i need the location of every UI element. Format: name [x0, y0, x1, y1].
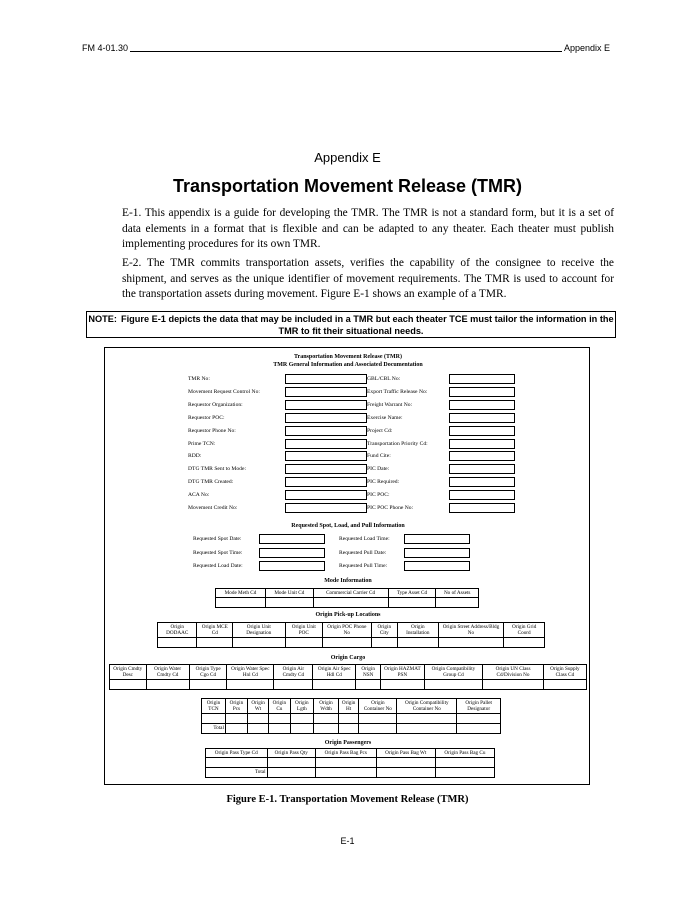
- dims-table-cell[interactable]: [397, 724, 457, 734]
- passengers-table-header-row: [206, 749, 495, 758]
- passengers-table-col-0: Origin Pass Type Cd: [206, 749, 268, 758]
- spot-left-1-field[interactable]: [259, 548, 325, 558]
- general-left-8-label: DTG TMR Created:: [188, 479, 234, 486]
- form-title: Transportation Movement Release (TMR): [293, 354, 403, 360]
- mode-table-cell[interactable]: [266, 598, 314, 608]
- cargo-table-col-9: Origin UN Class Cd/Division No: [483, 665, 543, 680]
- passengers-table-cell[interactable]: [206, 758, 268, 768]
- dims-table-col-7: Origin Container No: [359, 699, 397, 714]
- spot-left-0-field[interactable]: [259, 534, 325, 544]
- passengers-table-cell[interactable]: [376, 768, 435, 778]
- passengers-table-col-2: Origin Pass Bag Pcs: [315, 749, 376, 758]
- general-right-10-field[interactable]: [449, 503, 515, 513]
- pax-section-title: Origin Passengers: [324, 740, 372, 746]
- dims-table-cell[interactable]: [457, 714, 501, 724]
- cargo-table-cell[interactable]: [110, 680, 147, 690]
- dims-table-col-0: Origin TCN: [202, 699, 226, 714]
- dims-table-cell[interactable]: [247, 724, 268, 734]
- spot-right-0-field[interactable]: [404, 534, 470, 544]
- pickup-table-col-7: Origin Street Address/Bldg No: [438, 623, 504, 638]
- spot-left-2-field[interactable]: [259, 561, 325, 571]
- general-left-0-label: TMR No:: [188, 376, 210, 382]
- general-left-2-field[interactable]: [285, 400, 367, 410]
- general-right-1-label: Export Traffic Release No:: [367, 388, 428, 395]
- general-right-6-label: Fund Cite:: [367, 453, 391, 460]
- dims-table-header-row: [202, 699, 501, 714]
- general-left-3-field[interactable]: [285, 413, 367, 423]
- dims-table-cell[interactable]: [247, 714, 268, 724]
- general-right-6-field[interactable]: [449, 451, 515, 461]
- dims-table-col-9: Origin Pallet Designator: [457, 699, 501, 714]
- cargo-table-cell[interactable]: [424, 680, 483, 690]
- spot-left-2-label: Requested Load Date:: [193, 563, 243, 569]
- dims-table-cell[interactable]: [269, 714, 290, 724]
- general-right-5-field[interactable]: [449, 439, 515, 449]
- dims-table-cell[interactable]: [225, 714, 247, 724]
- dims-table-cell[interactable]: [314, 724, 339, 734]
- passengers-table-cell[interactable]: [267, 768, 315, 778]
- pickup-table-cell[interactable]: [285, 638, 323, 648]
- general-left-1-label: Movement Request Control No:: [188, 388, 260, 395]
- spot-right-2-label: Requested Pull Time:: [339, 563, 388, 569]
- dims-table-col-2: Origin Wt: [247, 699, 268, 714]
- spot-right-2-field[interactable]: [404, 561, 470, 571]
- passengers-table-cell[interactable]: [315, 758, 376, 768]
- page-number: E-1: [340, 836, 355, 846]
- figure-caption: Figure E-1. Transportation Movement Release (TMR): [226, 794, 469, 805]
- passengers-table-cell[interactable]: [315, 768, 376, 778]
- header-doc-id: FM 4-01.30: [82, 43, 129, 53]
- pickup-table-col-5: Origin City: [371, 623, 397, 638]
- general-right-1-field[interactable]: [449, 387, 515, 397]
- pickup-table-col-2: Origin Unit Designation: [233, 623, 285, 638]
- cargo-table: [109, 664, 587, 690]
- mode-table-col-0: Mode Meth Cd: [216, 589, 266, 598]
- pickup-table-cell[interactable]: [233, 638, 285, 648]
- cargo-table-col-3: Origin Water Spec Hnl Cd: [227, 665, 274, 680]
- cargo-table-cell[interactable]: [227, 680, 274, 690]
- dims-table-col-1: Origin Pcs: [225, 699, 247, 714]
- paragraph-e2: E-2. The TMR commits transportation assets, verifies the capability of the consignee to receive the shipment, and serves as the unique identifier of movement requirements. The TMR is used to account for the transportation assets during movement. Figure E-1 shows an example of a TMR.: [122, 257, 614, 300]
- paragraph-e1: E-1. This appendix is a guide for developing the TMR. The TMR is not a standard form, but it is a set of data elements in a format that is flexible and can be adapted to any theater. Each theater must publish implementing procedures for its own TMR.: [122, 207, 614, 250]
- dims-table-cell[interactable]: [269, 724, 290, 734]
- dims-table-row-0: [202, 714, 501, 724]
- cargo-table-cell[interactable]: [356, 680, 381, 690]
- cargo-table-col-8: Origin Compatibility Group Cd: [424, 665, 483, 680]
- general-left-9-field[interactable]: [285, 490, 367, 500]
- mode-table-header-row: [216, 589, 479, 598]
- header-rule: [130, 51, 562, 52]
- pickup-table-cell[interactable]: [397, 638, 438, 648]
- dims-table-cell[interactable]: [225, 724, 247, 734]
- general-right-4-field[interactable]: [449, 426, 515, 436]
- general-right-0-label: GBL/CBL No:: [367, 376, 401, 382]
- cargo-table-cell[interactable]: [274, 680, 313, 690]
- pickup-table-cell[interactable]: [438, 638, 504, 648]
- general-right-2-field[interactable]: [449, 400, 515, 410]
- general-right-9-field[interactable]: [449, 490, 515, 500]
- dims-table-cell[interactable]: [314, 714, 339, 724]
- general-left-9-label: ACA No:: [188, 492, 210, 499]
- dims-table-col-3: Origin Cu: [269, 699, 290, 714]
- cargo-table-col-10: Origin Supply Class Cd: [543, 665, 586, 680]
- mode-table-cell[interactable]: [388, 598, 436, 608]
- passengers-table: [205, 748, 495, 778]
- pickup-table-col-0: Origin DODAAC: [158, 623, 197, 638]
- general-right-7-label: PIC Date:: [367, 466, 390, 473]
- pickup-table-cell[interactable]: [371, 638, 397, 648]
- mode-section-title: Mode Information: [324, 578, 372, 584]
- pickup-table-header-row: [158, 623, 545, 638]
- general-right-9-label: PIC POC:: [367, 492, 390, 499]
- mode-table-cell[interactable]: [313, 598, 388, 608]
- mode-table: [215, 588, 479, 608]
- mode-table-row-0: [216, 598, 479, 608]
- general-right-8-field[interactable]: [449, 477, 515, 487]
- mode-table-col-2: Commercial Carrier Cd: [313, 589, 388, 598]
- form-subtitle: TMR General Information and Associated Documentation: [273, 362, 423, 368]
- passengers-table-row-0: [206, 758, 495, 768]
- page-title: Transportation Movement Release (TMR): [172, 176, 523, 196]
- dims-table-total-label: Total: [202, 724, 226, 734]
- general-left-8-field[interactable]: [285, 477, 367, 487]
- pickup-table-col-8: Origin Grid Coord: [504, 623, 545, 638]
- cargo-table-col-4: Origin Air Cmdty Cd: [274, 665, 313, 680]
- cargo-table-header-row: [110, 665, 587, 680]
- passengers-table-row-1: [206, 768, 495, 778]
- general-left-10-label: Movement Credit No:: [188, 505, 238, 511]
- dims-table-cell[interactable]: [290, 724, 314, 734]
- spot-right-1-field[interactable]: [404, 548, 470, 558]
- general-left-1-field[interactable]: [285, 387, 367, 397]
- dims-table-cell[interactable]: [290, 714, 314, 724]
- dims-table-cell[interactable]: [338, 714, 359, 724]
- cargo-table-cell[interactable]: [189, 680, 227, 690]
- general-right-5-label: Transportation Priority Cd:: [367, 440, 428, 447]
- mode-table-col-4: No of Assets: [436, 589, 479, 598]
- dims-table-cell[interactable]: [359, 714, 397, 724]
- dims-table-cell[interactable]: [397, 714, 457, 724]
- cargo-section-title: Origin Cargo: [330, 655, 366, 661]
- pickup-table: [157, 622, 545, 648]
- pickup-section-title: Origin Pick-up Locations: [315, 612, 381, 618]
- dims-table-col-6: Origin Ht: [338, 699, 359, 714]
- cargo-table-row-0: [110, 680, 587, 690]
- mode-table-col-1: Mode Unit Cd: [266, 589, 314, 598]
- header-section: Appendix E: [564, 43, 611, 53]
- general-right-3-field[interactable]: [449, 413, 515, 423]
- cargo-table-col-5: Origin Air Spec Hdl Cd: [313, 665, 356, 680]
- pickup-table-row-0: [158, 638, 545, 648]
- spot-section-title: Requested Spot, Load, and Pull Information: [291, 523, 405, 529]
- note-text: Figure E-1 depicts the data that may be included in a TMR but each theater TCE must tailor the information in the TMR to fit their situational needs.: [120, 314, 614, 336]
- cargo-table-cell[interactable]: [313, 680, 356, 690]
- cargo-table-col-7: Origin HAZMAT PSN: [381, 665, 424, 680]
- passengers-table-cell[interactable]: [376, 758, 435, 768]
- cargo-table-col-0: Origin Cmdty Desc: [110, 665, 147, 680]
- dims-table-row-1: [202, 724, 501, 734]
- mode-table-col-3: Type Asset Cd: [388, 589, 436, 598]
- general-right-8-label: PIC Required:: [367, 479, 400, 486]
- pickup-table-col-1: Origin MCE Cd: [197, 623, 233, 638]
- general-right-4-label: Project Cd:: [367, 427, 393, 434]
- mode-table-cell[interactable]: [436, 598, 479, 608]
- passengers-table-col-4: Origin Pass Bag Cu: [435, 749, 494, 758]
- cargo-table-col-6: Origin NSN: [356, 665, 381, 680]
- cargo-table-cell[interactable]: [146, 680, 189, 690]
- general-right-7-field[interactable]: [449, 464, 515, 474]
- tmr-form-figure: [104, 347, 590, 785]
- cargo-table-cell[interactable]: [543, 680, 586, 690]
- general-left-10-field[interactable]: [285, 503, 367, 513]
- dims-table-col-4: Origin Lgth: [290, 699, 314, 714]
- dims-table-cell[interactable]: [457, 724, 501, 734]
- pickup-table-col-3: Origin Unit POC: [285, 623, 323, 638]
- passengers-table-col-1: Origin Pass Qty: [267, 749, 315, 758]
- general-left-4-label: Requestor Phone No:: [188, 427, 236, 434]
- spot-right-1-label: Requested Pull Date:: [339, 549, 387, 556]
- cargo-table-cell[interactable]: [381, 680, 424, 690]
- pickup-table-cell[interactable]: [323, 638, 372, 648]
- dims-table: [201, 698, 501, 734]
- passengers-table-col-3: Origin Pass Bag Wt: [376, 749, 435, 758]
- general-right-0-field[interactable]: [449, 374, 515, 384]
- dims-table-cell[interactable]: [359, 724, 397, 734]
- general-right-2-label: Freight Warrant No:: [367, 401, 413, 408]
- general-right-10-label: PIC POC Phone No:: [367, 505, 414, 511]
- passengers-table-cell[interactable]: [267, 758, 315, 768]
- general-left-6-label: RDD:: [188, 453, 202, 460]
- appendix-heading: Appendix E: [314, 150, 381, 165]
- note-box: [86, 311, 616, 338]
- general-left-2-label: Requestor Organization:: [188, 401, 243, 408]
- passengers-table-cell[interactable]: [435, 758, 494, 768]
- general-left-7-field[interactable]: [285, 464, 367, 474]
- spot-left-1-label: Requested Spot Time:: [193, 549, 243, 556]
- general-left-0-field[interactable]: [285, 374, 367, 384]
- spot-right-0-label: Requested Load Time:: [339, 536, 390, 542]
- cargo-table-col-1: Origin Water Cmdty Cd: [146, 665, 189, 680]
- general-left-6-field[interactable]: [285, 451, 367, 461]
- mode-table-cell[interactable]: [216, 598, 266, 608]
- general-left-5-label: Prime TCN:: [188, 440, 216, 447]
- passengers-table-total-label: Total: [206, 768, 268, 778]
- general-left-3-label: Requestor POC:: [188, 414, 225, 421]
- cargo-table-cell[interactable]: [483, 680, 543, 690]
- passengers-table-cell[interactable]: [435, 768, 494, 778]
- pickup-table-cell[interactable]: [158, 638, 197, 648]
- general-right-3-label: Exercise Name:: [367, 414, 403, 421]
- general-left-4-field[interactable]: [285, 426, 367, 436]
- pickup-table-col-4: Origin POC Phone No: [323, 623, 372, 638]
- spot-left-0-label: Requested Spot Date:: [193, 536, 242, 542]
- pickup-table-cell[interactable]: [504, 638, 545, 648]
- dims-table-col-8: Origin Compatibility Container No: [397, 699, 457, 714]
- dims-table-cell[interactable]: [338, 724, 359, 734]
- cargo-table-col-2: Origin Type Cgo Cd: [189, 665, 227, 680]
- dims-table-col-5: Origin Wdth: [314, 699, 339, 714]
- pickup-table-cell[interactable]: [197, 638, 233, 648]
- general-left-7-label: DTG TMR Sent to Mode:: [188, 466, 247, 473]
- dims-table-cell[interactable]: [202, 714, 226, 724]
- pickup-table-col-6: Origin Installation: [397, 623, 438, 638]
- note-label: NOTE:: [88, 314, 117, 324]
- general-left-5-field[interactable]: [285, 439, 367, 449]
